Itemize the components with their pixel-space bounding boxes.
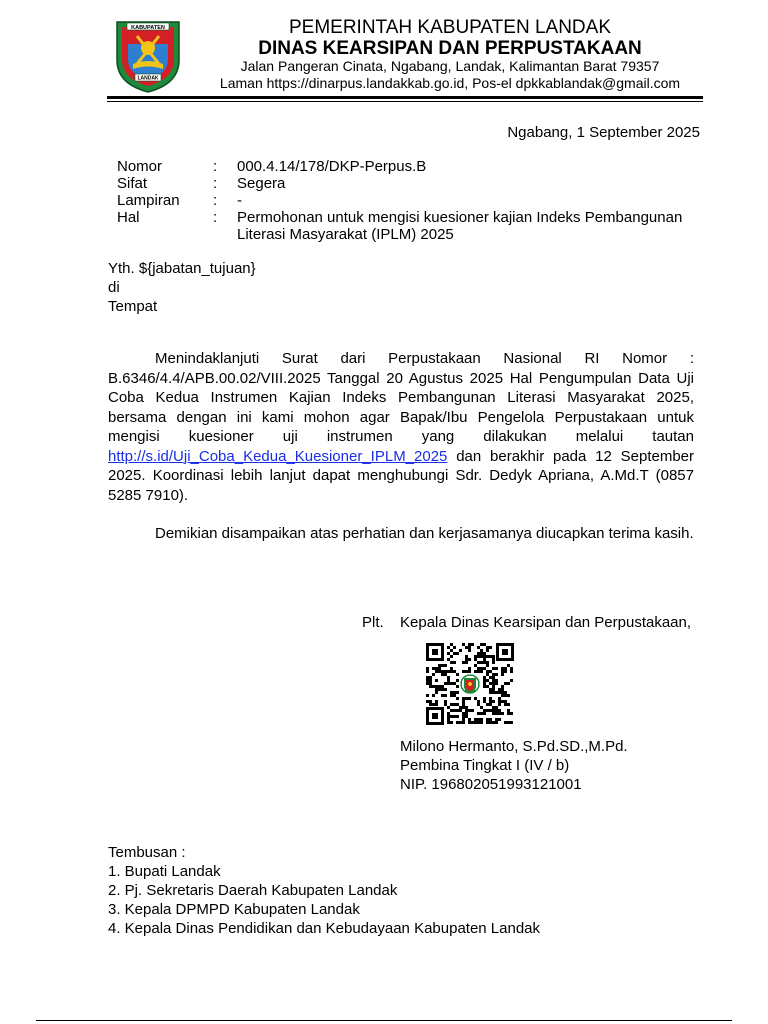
letterhead-government: PEMERINTAH KABUPATEN LANDAK <box>288 17 611 38</box>
meta-separator: : <box>213 175 218 192</box>
body-p1-text: Menindaklanjuti Surat dari Perpustakaan Nasional RI Nomor : B.6346/4.4/APB.00.02/VIII.2025 Tanggal 20 Agustus 2025 Hal Pengumpulan Data Uji Coba Kedua Instrumen Kajian Indeks Pembangunan Literasi Masyarakat 2025, bersama dengan ini kami mohon agar Bapak/Ibu Pengelola Perpustakaan untuk mengisi kuesioner uji instrumen yang dilakukan melalui tautan <box>108 350 694 445</box>
meta-value: Segera <box>237 175 286 192</box>
logo-top-text: KABUPATEN <box>131 25 165 31</box>
meta-row-nomor <box>117 158 703 175</box>
tembusan-title: Tembusan : <box>108 844 186 861</box>
recipient-di: di <box>108 279 120 296</box>
meta-value: 000.4.14/178/DKP-Perpus.B <box>237 158 427 175</box>
letterhead-address: Jalan Pangeran Cinata, Ngabang, Landak, Kalimantan Barat 79357 <box>240 58 660 74</box>
tembusan-item: 2. Pj. Sekretaris Daerah Kabupaten Landak <box>108 882 398 899</box>
meta-separator: : <box>213 192 218 209</box>
letterhead-rule-thick <box>107 96 703 99</box>
meta-key: Hal <box>117 209 140 226</box>
signatory-name: Milono Hermanto, S.Pd.SD.,M.Pd. <box>400 738 628 755</box>
body-p1-text-end: dan berakhir pada 12 September 2025. Koordinasi lebih lanjut dapat menghubungi Sdr. Dedyk Apriana, A.Md.T (0857 5285 7910). <box>108 447 694 504</box>
body-paragraph-2 <box>108 524 694 544</box>
meta-separator: : <box>213 209 218 226</box>
logo-bottom-text: LANDAK <box>137 75 159 82</box>
meta-row-sifat <box>117 175 703 192</box>
meta-key: Sifat <box>117 175 148 192</box>
tembusan-item: 3. Kepala DPMPD Kabupaten Landak <box>108 901 360 918</box>
signatory-rank: Pembina Tingkat I (IV / b) <box>400 757 570 774</box>
meta-separator: : <box>213 158 218 175</box>
letterhead-contact: Laman https://dinarpus.landakkab.go.id, Pos-el dpkkablandak@gmail.com <box>219 75 681 91</box>
meta-value: - <box>237 192 242 209</box>
tembusan-item: 1. Bupati Landak <box>108 863 221 880</box>
meta-value: Permohonan untuk mengisi kuesioner kajian Indeks Pembangunan Literasi Masyarakat (IPLM) 2025 <box>237 209 683 243</box>
recipient-place: Tempat <box>108 298 158 315</box>
letterhead-rule-thin <box>107 101 703 102</box>
meta-row-hal <box>117 209 703 243</box>
questionnaire-link[interactable]: http://s.id/Uji_Coba_Kedua_Kuesioner_IPLM_2025 <box>108 447 448 465</box>
signatory-nip: NIP. 196802051993121001 <box>400 776 582 793</box>
qr-code-signature <box>424 641 516 727</box>
closing-text: Demikian disampaikan atas perhatian dan kerjasamanya diucapkan terima kasih. <box>155 525 694 542</box>
tembusan-item: 4. Kepala Dinas Pendidikan dan Kebudayaan Kabupaten Landak <box>108 920 541 937</box>
page-footer-rule <box>36 1020 732 1021</box>
body-paragraph-1 <box>108 349 694 505</box>
letter-date: Ngabang, 1 September 2025 <box>507 124 700 141</box>
signature-position: Kepala Dinas Kearsipan dan Perpustakaan, <box>400 614 692 631</box>
recipient-title: Yth. ${jabatan_tujuan} <box>108 260 256 277</box>
meta-key: Nomor <box>117 158 163 175</box>
kabupaten-landak-logo <box>113 14 183 94</box>
meta-key: Lampiran <box>117 192 180 209</box>
letterhead-agency: DINAS KEARSIPAN DAN PERPUSTAKAAN <box>258 38 642 59</box>
signature-plt: Plt. <box>362 614 384 631</box>
letter-meta-table <box>117 158 703 243</box>
meta-row-lampiran <box>117 192 703 209</box>
